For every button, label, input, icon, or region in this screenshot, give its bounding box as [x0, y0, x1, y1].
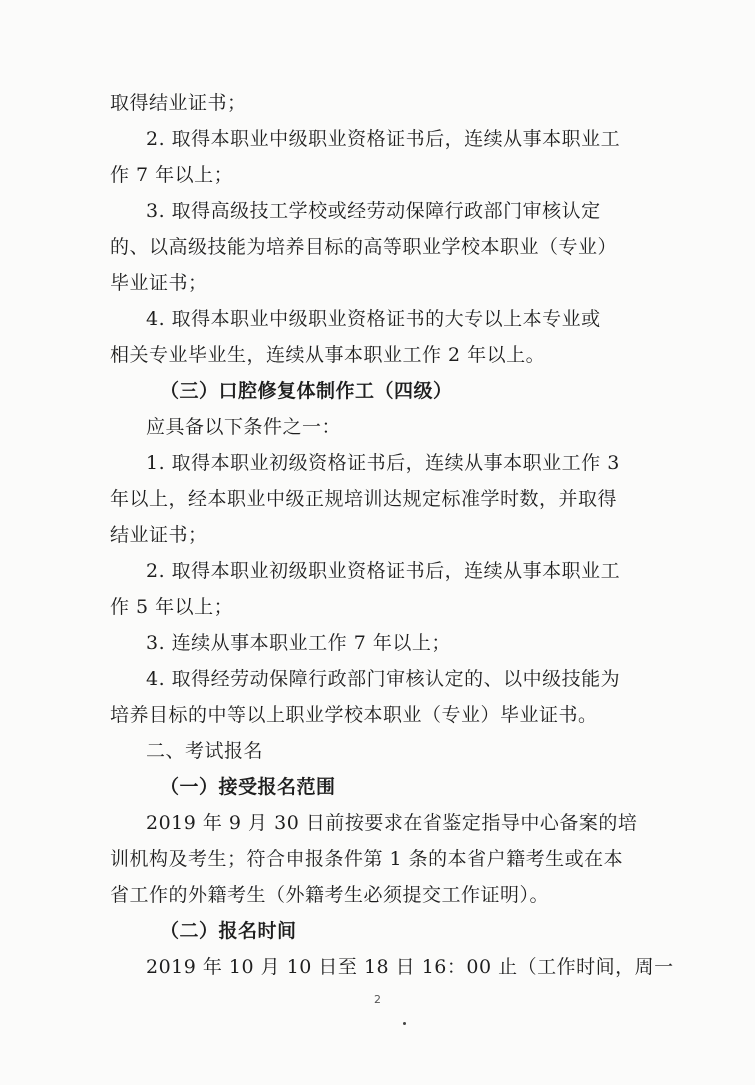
text-line: 1. 取得本职业初级资格证书后，连续从事本职业工作 3: [146, 452, 620, 474]
text-line: 的、以高级技能为培养目标的高等职业学校本职业（专业）: [110, 236, 618, 258]
text-line: 年以上，经本职业中级正规培训达规定标准学时数，并取得: [110, 488, 618, 510]
text-line: 2019 年 9 月 30 日前按要求在省鉴定指导中心备案的培: [146, 812, 638, 834]
text-line: 取得结业证书；: [110, 92, 247, 114]
text-line: 4. 取得本职业中级职业资格证书的大专以上本专业或: [146, 308, 601, 330]
text-line: 作 5 年以上；: [110, 596, 234, 618]
text-line: 2. 取得本职业中级职业资格证书后，连续从事本职业工: [146, 128, 621, 150]
subsection-heading: （一）接受报名范围: [160, 776, 336, 798]
text-line: 应具备以下条件之一：: [146, 416, 342, 438]
text-line: 4. 取得经劳动保障行政部门审核认定的、以中级技能为: [146, 668, 621, 690]
text-line: 培养目标的中等以上职业学校本职业（专业）毕业证书。: [110, 704, 598, 726]
page-number: 2: [374, 993, 381, 1006]
text-line: 3. 取得高级技工学校或经劳动保障行政部门审核认定: [146, 200, 601, 222]
subsection-heading: （二）报名时间: [160, 920, 297, 942]
text-line: 结业证书；: [110, 524, 208, 546]
scan-speck: [403, 1022, 406, 1025]
text-line: 毕业证书；: [110, 272, 208, 294]
section-heading: 二、考试报名: [146, 740, 264, 762]
text-line: 3. 连续从事本职业工作 7 年以上；: [146, 632, 451, 654]
text-line: 训机构及考生；符合申报条件第 1 条的本省户籍考生或在本: [110, 848, 624, 870]
text-line: 相关专业毕业生，连续从事本职业工作 2 年以上。: [110, 344, 546, 366]
text-line: 2. 取得本职业初级职业资格证书后，连续从事本职业工: [146, 560, 621, 582]
text-line: 2019 年 10 月 10 日至 18 日 16：00 止（工作时间，周一: [146, 956, 674, 978]
section-heading: （三）口腔修复体制作工（四级）: [160, 380, 453, 402]
text-line: 作 7 年以上；: [110, 164, 234, 186]
text-line: 省工作的外籍考生（外籍考生必须提交工作证明）。: [110, 884, 550, 906]
